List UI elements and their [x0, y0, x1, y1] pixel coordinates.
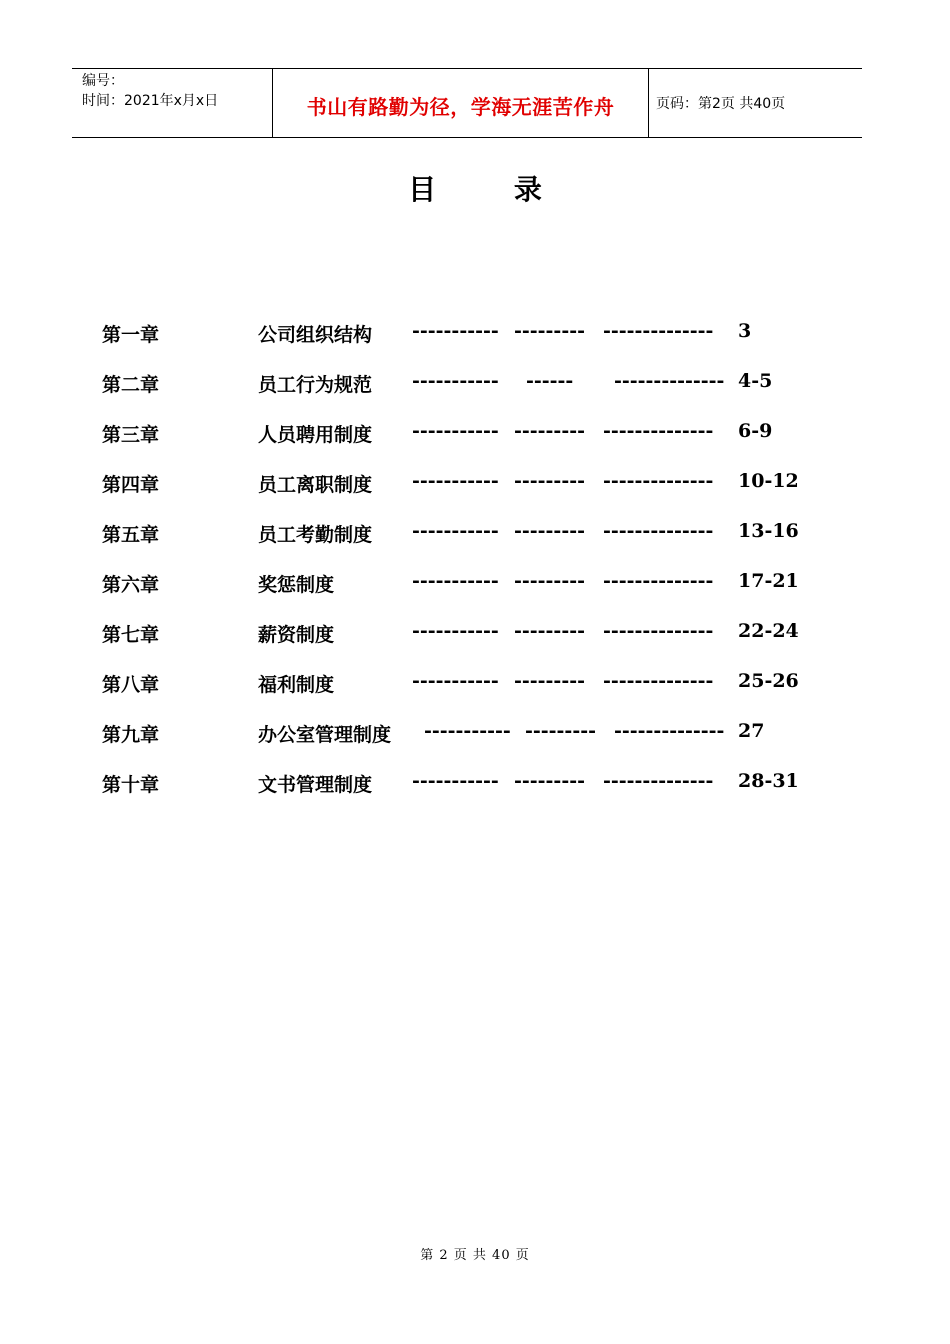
toc-leader: -------------- [614, 370, 725, 392]
toc-title: 薪资制度 [258, 624, 335, 646]
toc-chapter: 第九章 [102, 724, 160, 746]
toc-leader: ----------- [412, 620, 499, 642]
toc-title: 奖惩制度 [258, 574, 335, 596]
toc-leader: ----------- [412, 370, 499, 392]
toc-page: 10-12 [738, 470, 799, 492]
toc-leader: ----------- [412, 770, 499, 792]
toc-leader: --------- [514, 570, 585, 592]
toc-row [0, 762, 950, 802]
toc-leader: --------- [525, 720, 596, 742]
toc-page: 6-9 [738, 420, 773, 442]
toc-row [0, 562, 950, 602]
toc-leader: -------------- [603, 320, 714, 342]
page-title: 目 录 [408, 173, 576, 206]
toc-title: 员工考勤制度 [258, 524, 373, 546]
header-meta-cell [72, 69, 272, 137]
toc-leader: ------ [526, 370, 574, 392]
toc-title: 员工离职制度 [258, 474, 373, 496]
toc-page: 22-24 [738, 620, 799, 642]
table-of-contents [0, 312, 950, 832]
toc-leader: --------- [514, 420, 585, 442]
toc-title: 文书管理制度 [258, 774, 373, 796]
toc-leader: -------------- [603, 520, 714, 542]
toc-leader: -------------- [603, 770, 714, 792]
toc-chapter: 第一章 [102, 324, 160, 346]
toc-page: 3 [738, 320, 752, 342]
toc-title: 办公室管理制度 [258, 724, 392, 746]
toc-row [0, 662, 950, 702]
document-number-label: 编号： [82, 73, 124, 89]
toc-chapter: 第六章 [102, 574, 160, 596]
toc-page: 17-21 [738, 570, 799, 592]
toc-title: 人员聘用制度 [258, 424, 373, 446]
toc-chapter: 第五章 [102, 524, 160, 546]
toc-leader: ----------- [412, 520, 499, 542]
header-page-cell [648, 69, 862, 137]
toc-leader: ----------- [412, 320, 499, 342]
toc-chapter: 第二章 [102, 374, 160, 396]
toc-page: 28-31 [738, 770, 799, 792]
toc-title: 公司组织结构 [258, 324, 373, 346]
toc-chapter: 第十章 [102, 774, 160, 796]
toc-chapter: 第七章 [102, 624, 160, 646]
toc-leader: ----------- [424, 720, 511, 742]
toc-row [0, 512, 950, 552]
toc-chapter: 第四章 [102, 474, 160, 496]
toc-title: 福利制度 [258, 674, 335, 696]
toc-leader: -------------- [603, 470, 714, 492]
toc-page: 13-16 [738, 520, 799, 542]
toc-row [0, 312, 950, 352]
toc-row [0, 412, 950, 452]
toc-leader: ----------- [412, 670, 499, 692]
toc-page: 4-5 [738, 370, 773, 392]
toc-leader: -------------- [614, 720, 725, 742]
toc-row [0, 712, 950, 752]
toc-leader: --------- [514, 620, 585, 642]
toc-leader: -------------- [603, 620, 714, 642]
toc-title: 员工行为规范 [258, 374, 373, 396]
toc-leader: ----------- [412, 570, 499, 592]
toc-leader: --------- [514, 320, 585, 342]
document-header [72, 68, 862, 138]
toc-leader: --------- [514, 670, 585, 692]
toc-leader: -------------- [603, 570, 714, 592]
toc-chapter: 第三章 [102, 424, 160, 446]
header-motto: 书山有路勤为径，学海无涯苦作舟 [306, 95, 615, 119]
header-page-label: 页码：第2页 共40页 [656, 96, 786, 112]
page-footer: 第 2 页 共 40 页 [420, 1248, 530, 1263]
toc-page: 25-26 [738, 670, 799, 692]
toc-page: 27 [738, 720, 765, 742]
toc-leader: -------------- [603, 670, 714, 692]
toc-row [0, 362, 950, 402]
header-motto-cell [272, 69, 649, 137]
toc-leader: ----------- [412, 420, 499, 442]
toc-leader: ----------- [412, 470, 499, 492]
toc-leader: -------------- [603, 420, 714, 442]
toc-row [0, 612, 950, 652]
toc-leader: --------- [514, 770, 585, 792]
toc-leader: --------- [514, 470, 585, 492]
toc-leader: --------- [514, 520, 585, 542]
document-time-label: 时间：2021年x月x日 [82, 93, 219, 109]
toc-chapter: 第八章 [102, 674, 160, 696]
toc-row [0, 462, 950, 502]
